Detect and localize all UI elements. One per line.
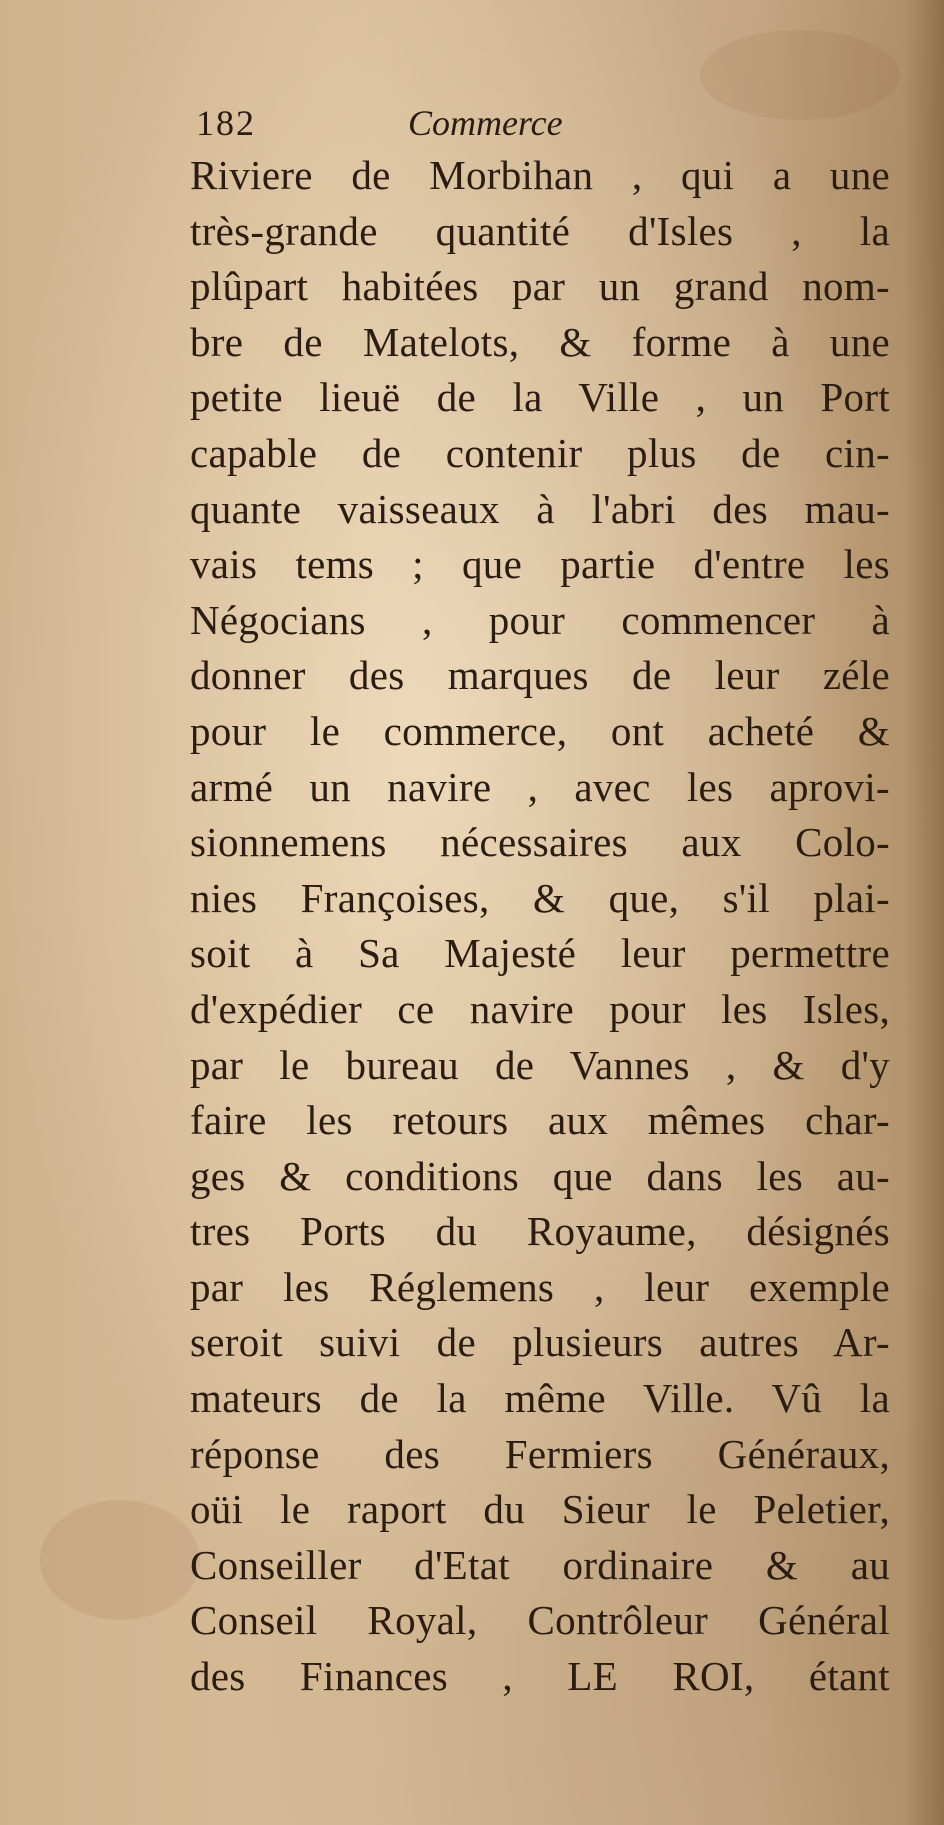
paper-stain — [700, 30, 900, 120]
text-line: des Finances , LE ROI, étant — [190, 1653, 890, 1700]
body-text — [190, 148, 890, 1705]
text-line: Négocians , pour commencer à — [190, 596, 890, 643]
text-line: nies Françoises, & que, s'il plai- — [190, 874, 890, 921]
running-head — [196, 102, 716, 148]
text-line: par le bureau de Vannes , & d'y — [190, 1041, 890, 1088]
text-line: ges & conditions que dans les au- — [190, 1152, 890, 1199]
text-line: très-grande quantité d'Isles , la — [190, 207, 890, 254]
paper-stain — [40, 1500, 200, 1620]
text-line: vais tems ; que partie d'entre les — [190, 541, 890, 588]
text-line: seroit suivi de plusieurs autres Ar- — [190, 1319, 890, 1366]
text-line: capable de contenir plus de cin- — [190, 429, 890, 476]
text-line: plûpart habitées par un grand nom- — [190, 263, 890, 310]
text-line: pour le commerce, ont acheté & — [190, 707, 890, 754]
running-title: Commerce — [408, 103, 563, 143]
text-line: tres Ports du Royaume, désignés — [190, 1208, 890, 1255]
text-line: bre de Matelots, & forme à une — [190, 318, 890, 365]
text-line: armé un navire , avec les aprovi- — [190, 763, 890, 810]
text-line: Conseil Royal, Contrôleur Général — [190, 1597, 890, 1644]
text-line: Riviere de Morbihan , qui a une — [190, 152, 890, 198]
text-line: quante vaisseaux à l'abri des mau- — [190, 485, 890, 532]
text-line: petite lieuë de la Ville , un Port — [190, 374, 890, 421]
text-line: oüi le raport du Sieur le Peletier, — [190, 1486, 890, 1533]
text-line: donner des marques de leur zéle — [190, 652, 890, 699]
text-line: mateurs de la même Ville. Vû la — [190, 1375, 890, 1422]
text-line: réponse des Fermiers Généraux, — [190, 1430, 890, 1477]
text-line: sionnemens nécessaires aux Colo- — [190, 819, 890, 866]
text-line: par les Réglemens , leur exemple — [190, 1263, 890, 1310]
text-line: soit à Sa Majesté leur permettre — [190, 930, 890, 977]
text-line: d'expédier ce navire pour les Isles, — [190, 985, 890, 1032]
text-line: faire les retours aux mêmes char- — [190, 1097, 890, 1144]
page-number: 182 — [196, 103, 256, 143]
text-line: Conseiller d'Etat ordinaire & au — [190, 1541, 890, 1588]
page-edge-shadow — [904, 0, 944, 1825]
